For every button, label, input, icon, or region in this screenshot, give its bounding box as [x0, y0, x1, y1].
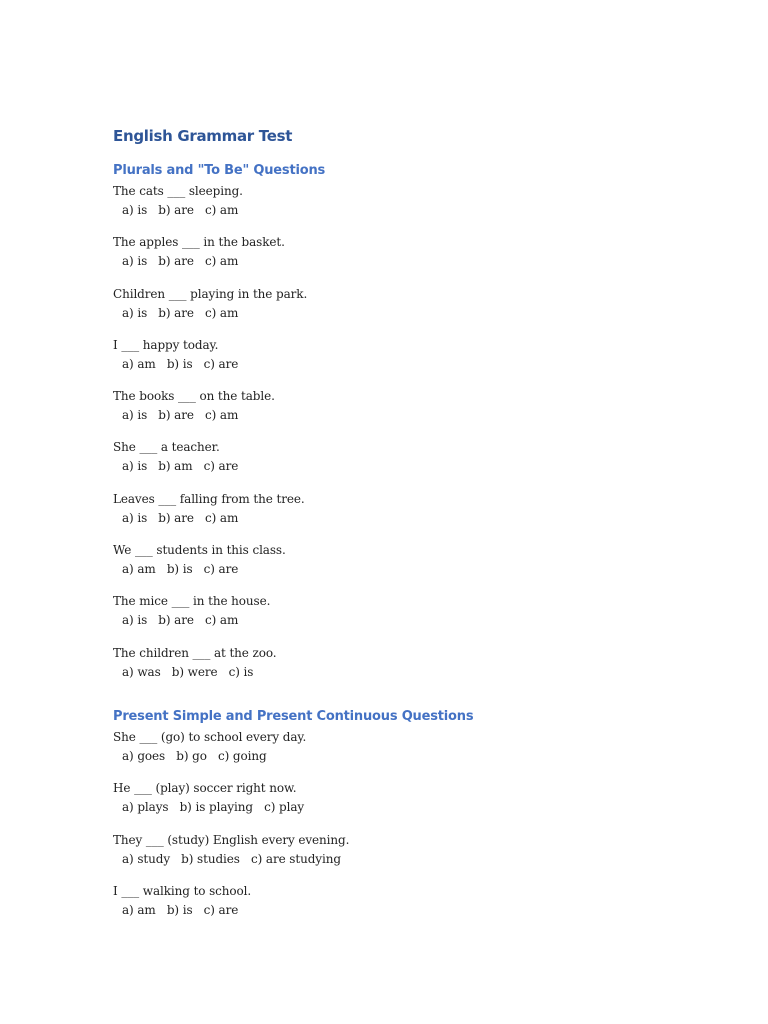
question-item	[113, 285, 713, 336]
section-heading-present: Present Simple and Present Continuous Questions	[113, 708, 474, 724]
question-item	[113, 779, 713, 830]
question-options: a) was b) were c) is	[122, 664, 254, 679]
document-page	[113, 124, 713, 933]
question-options: a) is b) are c) am	[122, 613, 239, 628]
question-text: The apples ___ in the basket.	[113, 235, 285, 250]
question-item	[113, 882, 713, 933]
question-item	[113, 831, 713, 882]
question-item	[113, 644, 713, 695]
question-options: a) am b) is c) are	[122, 562, 239, 577]
question-item	[113, 336, 713, 387]
question-options: a) is b) are c) am	[122, 510, 239, 525]
question-options: a) is b) are c) am	[122, 408, 239, 423]
section-heading-plurals: Plurals and "To Be" Questions	[113, 163, 326, 178]
question-item	[113, 438, 713, 489]
question-options: a) is b) are c) am	[122, 203, 239, 217]
question-text: We ___ students in this class.	[113, 543, 286, 558]
question-text: She ___ a teacher.	[113, 440, 220, 455]
question-options: a) is b) are c) am	[122, 305, 239, 320]
question-item	[113, 728, 713, 779]
question-text: He ___ (play) soccer right now.	[113, 781, 297, 796]
question-options: a) am b) is c) are	[122, 356, 239, 371]
question-list-present	[113, 728, 713, 933]
question-text: Leaves ___ falling from the tree.	[113, 491, 305, 506]
question-item	[113, 541, 713, 592]
question-text: She ___ (go) to school every day.	[113, 729, 307, 744]
question-options: a) plays b) is playing c) play	[122, 800, 305, 815]
question-text: Children ___ playing in the park.	[113, 286, 308, 301]
question-options: a) am b) is c) are	[122, 902, 239, 917]
question-list-plurals	[113, 182, 713, 695]
question-text: They ___ (study) English every evening.	[113, 832, 350, 847]
question-item	[113, 387, 713, 438]
question-text: I ___ happy today.	[113, 337, 219, 352]
question-item	[113, 490, 713, 541]
question-text: The books ___ on the table.	[113, 389, 275, 404]
question-options: a) is b) am c) are	[122, 459, 239, 474]
question-item	[113, 182, 713, 233]
question-text: The mice ___ in the house.	[113, 594, 271, 609]
question-text: The cats ___ sleeping.	[113, 184, 243, 198]
document-title: English Grammar Test	[113, 127, 293, 145]
question-item	[113, 233, 713, 284]
question-text: I ___ walking to school.	[113, 883, 252, 898]
question-item	[113, 592, 713, 643]
question-options: a) goes b) go c) going	[122, 748, 267, 763]
question-options: a) study b) studies c) are studying	[122, 851, 341, 866]
question-text: The children ___ at the zoo.	[113, 645, 277, 660]
question-options: a) is b) are c) am	[122, 254, 239, 269]
